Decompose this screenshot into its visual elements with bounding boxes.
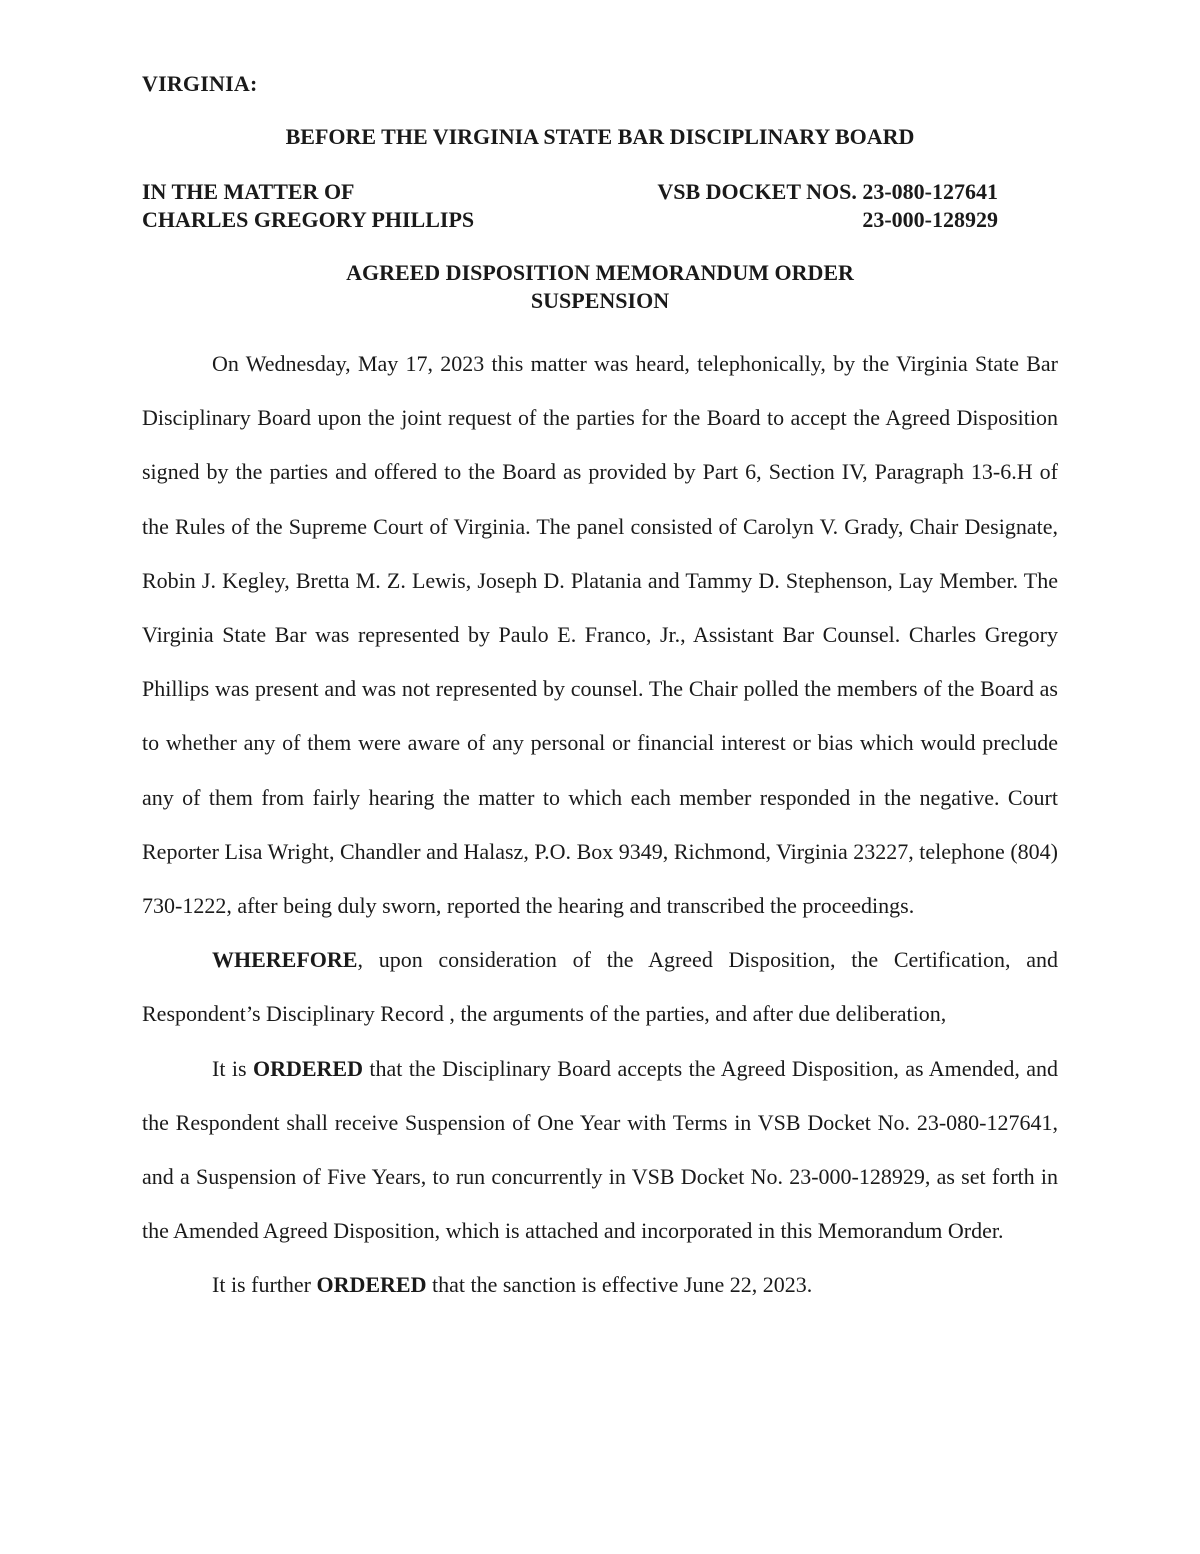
case-caption-docket: [657, 178, 998, 234]
further-ordered-paragraph: [142, 1258, 1058, 1312]
further-ordered-text: that the sanction is effective June 22, 2023.: [426, 1272, 813, 1298]
order-body: [142, 337, 1058, 1313]
further-ordered-lead: It is further: [212, 1272, 317, 1298]
ordered-lead: It is: [212, 1055, 253, 1081]
order-title-line1: AGREED DISPOSITION MEMORANDUM ORDER: [346, 260, 854, 285]
wherefore-paragraph: [142, 933, 1058, 1041]
docket-number-second: 23-000-128929: [862, 207, 998, 232]
docket-numbers-label: VSB DOCKET NOS. 23-080-127641: [657, 179, 998, 204]
ordered-text: that the Disciplinary Board accepts the Agreed Disposition, as Amended, and the Respondent shall receive Suspension of One Year with Terms in VSB Docket No. 23-080-127641, and a Suspension of Five Years, to run concurrently in VSB Docket No. 23-000-128929, as set forth in the Amended Agreed Disposition, which is attached and incorporated in this Memorandum Order.: [142, 1055, 1059, 1244]
respondent-name: CHARLES GREGORY PHILLIPS: [142, 207, 475, 232]
board-title: BEFORE THE VIRGINIA STATE BAR DISCIPLINARY BOARD: [285, 124, 915, 149]
matter-label: IN THE MATTER OF: [142, 179, 355, 204]
wherefore-keyword: WHEREFORE: [212, 947, 358, 973]
wherefore-text: , upon consideration of the Agreed Disposition, the Certification, and Respondent’s Disciplinary Record , the arguments of the parties, and after due deliberation,: [142, 947, 1058, 1027]
order-title: [0, 259, 1200, 315]
ordered-keyword: ORDERED: [252, 1055, 363, 1081]
order-title-line2: SUSPENSION: [530, 288, 670, 313]
jurisdiction-heading: VIRGINIA:: [142, 71, 258, 96]
ordered-paragraph: [142, 1042, 1058, 1259]
case-caption-matter: [142, 178, 474, 234]
hearing-paragraph: On Wednesday, May 17, 2023 this matter was heard, telephonically, by the Virginia State Bar Disciplinary Board upon the joint request of the parties for the Board to accept the Agreed Disposition signed by the parties and offered to the Board as provided by Part 6, Section IV, Paragraph 13-6.H of the Rules of the Supreme Court of Virginia. The panel consisted of Carolyn V. Grady, Chair Designate, Robin J. Kegley, Bretta M. Z. Lewis, Joseph D. Platania and Tammy D. Stephenson, Lay Member. The Virginia State Bar was represented by Paulo E. Franco, Jr., Assistant Bar Counsel. Charles Gregory Phillips was present and was not represented by counsel. The Chair polled the members of the Board as to whether any of them were aware of any personal or financial interest or bias which would preclude any of them from fairly hearing the matter to which each member responded in the negative. Court Reporter Lisa Wright, Chandler and Halasz, P.O. Box 9349, Richmond, Virginia 23227, telephone (804) 730-1222, after being duly sworn, reported the hearing and transcribed the proceedings.: [142, 351, 1058, 919]
further-ordered-keyword: ORDERED: [316, 1272, 427, 1298]
